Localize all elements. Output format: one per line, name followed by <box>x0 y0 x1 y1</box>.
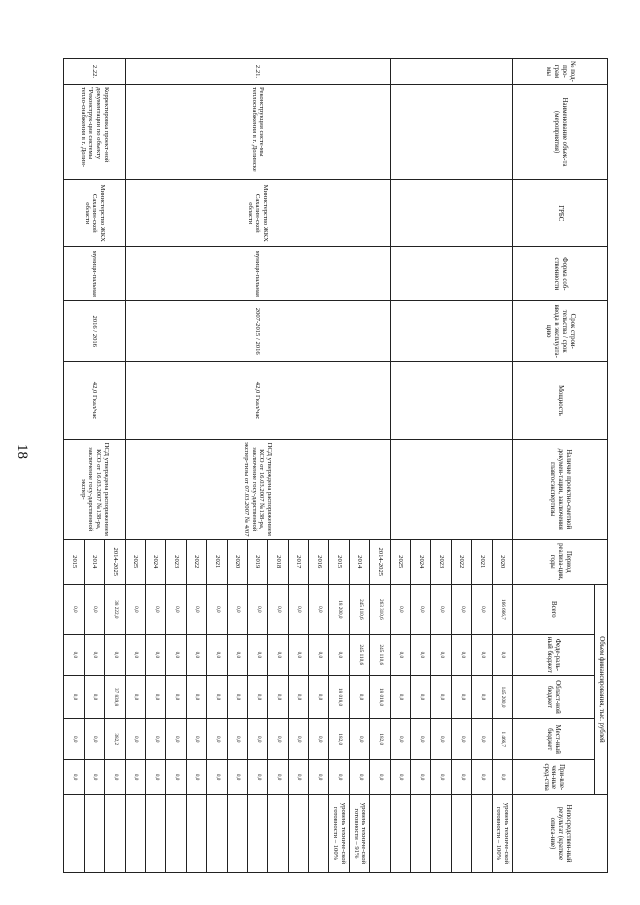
reg-cell: 0,0 <box>186 675 206 718</box>
year-cell: 2015 <box>329 539 349 584</box>
loc-cell: 0,0 <box>84 719 104 760</box>
fed-cell: 0,0 <box>125 634 145 675</box>
total-cell: 0,0 <box>145 584 165 634</box>
oth-cell: 0,0 <box>349 760 369 795</box>
object-grbs: Министерство ЖКХ Сахалин-ской области <box>125 180 390 247</box>
total-cell: 0,0 <box>227 584 247 634</box>
oth-cell: 0,0 <box>268 760 288 795</box>
loc-cell: 0,0 <box>288 719 308 760</box>
object-name: Реконструкция систе-мы теплоснабжения в г. Долинске <box>125 84 390 179</box>
oth-cell: 0,0 <box>64 760 84 795</box>
header-funding: Объем финансирования, тыс. рублей <box>595 584 608 794</box>
reg-cell: 0,0 <box>411 675 431 718</box>
year-cell: 2019 <box>247 539 267 584</box>
result-cell <box>309 794 329 872</box>
total-cell: 38 222,0 <box>105 584 125 634</box>
fed-cell: 0,0 <box>268 634 288 675</box>
fed-cell: 0,0 <box>309 634 329 675</box>
total-cell: 0,0 <box>247 584 267 634</box>
result-cell <box>84 794 104 872</box>
oth-cell: 0,0 <box>492 760 512 795</box>
fed-cell: 0,0 <box>492 634 512 675</box>
total-cell: 0,0 <box>288 584 308 634</box>
reg-cell: 0,0 <box>227 675 247 718</box>
total-cell: 0,0 <box>64 584 84 634</box>
header-result: Непосредствен-ный результат (краткое описа-ние) <box>513 794 608 872</box>
reg-cell: 0,0 <box>288 675 308 718</box>
object-docs: ПСД утверждена распоряжением КСО от 16.03.2007 №138-ра, заключение госу-дарственной экспер- <box>64 439 125 539</box>
result-cell <box>105 794 125 872</box>
year-cell: 2025 <box>390 539 410 584</box>
result-cell: уровень техниче-ской готовности – 100% <box>329 794 349 872</box>
result-cell <box>227 794 247 872</box>
object-capacity: 42,0 Гкал/час <box>125 362 390 440</box>
total-cell: 0,0 <box>451 584 471 634</box>
fed-cell: 0,0 <box>64 634 84 675</box>
header-total: Всего <box>513 584 595 634</box>
total-cell: 0,0 <box>390 584 410 634</box>
object-number: 2.21. <box>125 59 390 85</box>
total-cell: 263 310,6 <box>370 584 390 634</box>
oth-cell: 0,0 <box>309 760 329 795</box>
oth-cell: 0,0 <box>431 760 451 795</box>
total-cell: 0,0 <box>431 584 451 634</box>
year-cell: 2024 <box>145 539 165 584</box>
object-name: Корректировка проект-ной документации по объекту "Реконструк-ция системы тепло-снабжения в г. Долин- <box>64 84 125 179</box>
reg-cell: 0,0 <box>247 675 267 718</box>
loc-cell: 0,0 <box>268 719 288 760</box>
oth-cell: 0,0 <box>84 760 104 795</box>
oth-cell: 0,0 <box>472 760 492 795</box>
total-cell: 0,0 <box>309 584 329 634</box>
table-body <box>64 59 513 873</box>
fed-cell: 0,0 <box>247 634 267 675</box>
fed-cell: 0,0 <box>227 634 247 675</box>
year-cell: 2014 <box>349 539 369 584</box>
financing-table <box>63 58 608 873</box>
reg-cell: 37 839,8 <box>105 675 125 718</box>
loc-cell: 0,0 <box>390 719 410 760</box>
reg-cell: 0,0 <box>84 675 104 718</box>
header-federal: Феде-раль-ный бюджет <box>513 634 595 675</box>
reg-cell: 0,0 <box>472 675 492 718</box>
oth-cell: 0,0 <box>451 760 471 795</box>
reg-cell: 18 018,0 <box>329 675 349 718</box>
total-cell: 0,0 <box>125 584 145 634</box>
year-cell: 2021 <box>472 539 492 584</box>
reg-cell: 0,0 <box>145 675 165 718</box>
loc-cell: 1 466,7 <box>492 719 512 760</box>
loc-cell: 182,0 <box>370 719 390 760</box>
result-cell <box>247 794 267 872</box>
fed-cell: 0,0 <box>84 634 104 675</box>
fed-cell: 0,0 <box>207 634 227 675</box>
fed-cell: 0,0 <box>166 634 186 675</box>
total-cell: 0,0 <box>186 584 206 634</box>
total-cell: 166 666,7 <box>492 584 512 634</box>
result-cell: уровень техниче-ской готовности – 91% <box>349 794 369 872</box>
result-cell <box>472 794 492 872</box>
object-period: 2016 / 2016 <box>64 301 125 362</box>
reg-cell: 0,0 <box>431 675 451 718</box>
loc-cell: 382,2 <box>105 719 125 760</box>
fed-cell: 0,0 <box>472 634 492 675</box>
year-cell: 2025 <box>125 539 145 584</box>
empty-cell-num <box>390 59 512 85</box>
object-ownership: муници-пальная <box>125 247 390 301</box>
result-cell <box>288 794 308 872</box>
oth-cell: 0,0 <box>247 760 267 795</box>
loc-cell: 0,0 <box>451 719 471 760</box>
result-cell <box>370 794 390 872</box>
fed-cell: 0,0 <box>411 634 431 675</box>
year-cell: 2015 <box>64 539 84 584</box>
header-grbs: ГРБС <box>513 180 608 247</box>
object-docs: ПСД утверждена распоряжением КСО от 16.03.2007 №138-ра, заключение госу-дарственной экспер-тизы от 07.03.2007 № 4/07 <box>125 439 390 539</box>
header-regional: Област-ной бюджет <box>513 675 595 718</box>
loc-cell: 0,0 <box>207 719 227 760</box>
result-cell <box>166 794 186 872</box>
year-cell: 2022 <box>451 539 471 584</box>
empty-cell-grbs <box>390 180 512 247</box>
total-cell: 18 200,0 <box>329 584 349 634</box>
reg-cell: 0,0 <box>451 675 471 718</box>
oth-cell: 0,0 <box>329 760 349 795</box>
reg-cell: 0,0 <box>309 675 329 718</box>
year-cell: 2023 <box>166 539 186 584</box>
oth-cell: 0,0 <box>145 760 165 795</box>
oth-cell: 0,0 <box>125 760 145 795</box>
loc-cell: 0,0 <box>472 719 492 760</box>
loc-cell: 0,0 <box>186 719 206 760</box>
oth-cell: 0,0 <box>105 760 125 795</box>
fed-cell: 0,0 <box>186 634 206 675</box>
reg-cell: 0,0 <box>125 675 145 718</box>
object-period: 2007-2015 / 2016 <box>125 301 390 362</box>
oth-cell: 0,0 <box>186 760 206 795</box>
total-cell: 0,0 <box>166 584 186 634</box>
total-cell: 0,0 <box>268 584 288 634</box>
total-cell: 0,0 <box>207 584 227 634</box>
year-cell: 2017 <box>288 539 308 584</box>
oth-cell: 0,0 <box>411 760 431 795</box>
year-cell: 2021 <box>207 539 227 584</box>
object-grbs: Министерство ЖКХ Сахалин-ской области <box>64 180 125 247</box>
result-cell <box>411 794 431 872</box>
oth-cell: 0,0 <box>207 760 227 795</box>
result-cell: уровень техниче-ской готовности – 100% <box>492 794 512 872</box>
reg-cell: 0,0 <box>349 675 369 718</box>
result-cell <box>431 794 451 872</box>
header-num: № под-про-грам мы <box>513 59 608 85</box>
oth-cell: 0,0 <box>166 760 186 795</box>
loc-cell: 182,0 <box>329 719 349 760</box>
year-cell: 2014-2025 <box>370 539 390 584</box>
loc-cell: 0,0 <box>411 719 431 760</box>
total-cell: 0,0 <box>411 584 431 634</box>
oth-cell: 0,0 <box>288 760 308 795</box>
fed-cell: 0,0 <box>451 634 471 675</box>
header-docs: Наличие проектно-сметной докумен-тации, заключения главгосэкспертизы <box>513 439 608 539</box>
reg-cell: 0,0 <box>64 675 84 718</box>
fed-cell: 0,0 <box>329 634 349 675</box>
fed-cell: 245 110,6 <box>349 634 369 675</box>
loc-cell: 0,0 <box>145 719 165 760</box>
reg-cell: 18 018,0 <box>370 675 390 718</box>
loc-cell: 0,0 <box>247 719 267 760</box>
result-cell <box>186 794 206 872</box>
empty-cell-period <box>390 301 512 362</box>
empty-cell-capacity <box>390 362 512 440</box>
reg-cell: 0,0 <box>207 675 227 718</box>
header-ownership: Форма соб-ственности <box>513 247 608 301</box>
year-cell: 2023 <box>431 539 451 584</box>
loc-cell: 0,0 <box>125 719 145 760</box>
header-other: При-вле-чен-ные сред-ства <box>513 760 595 795</box>
total-cell: 245 110,6 <box>349 584 369 634</box>
oth-cell: 0,0 <box>370 760 390 795</box>
total-cell: 0,0 <box>472 584 492 634</box>
loc-cell: 0,0 <box>64 719 84 760</box>
reg-cell: 145 200,0 <box>492 675 512 718</box>
loc-cell: 0,0 <box>349 719 369 760</box>
page-number: 18 <box>14 444 30 459</box>
year-cell: 2016 <box>309 539 329 584</box>
result-cell <box>145 794 165 872</box>
loc-cell: 0,0 <box>227 719 247 760</box>
result-cell <box>207 794 227 872</box>
loc-cell: 0,0 <box>309 719 329 760</box>
result-cell <box>390 794 410 872</box>
loc-cell: 0,0 <box>431 719 451 760</box>
header-period-impl: Период реализа-ции, годы <box>513 539 608 584</box>
header-name: Наименование объек-та (мероприятия) <box>513 84 608 179</box>
fed-cell: 0,0 <box>390 634 410 675</box>
fed-cell: 0,0 <box>288 634 308 675</box>
fed-cell: 0,0 <box>431 634 451 675</box>
fed-cell: 0,0 <box>145 634 165 675</box>
oth-cell: 0,0 <box>227 760 247 795</box>
reg-cell: 0,0 <box>166 675 186 718</box>
empty-cell-name <box>390 84 512 179</box>
header-period-build: Срок строи-тельства / срок ввода в эксплуата-цию <box>513 301 608 362</box>
year-cell: 2014 <box>84 539 104 584</box>
fed-cell: 245 110,6 <box>370 634 390 675</box>
result-cell <box>125 794 145 872</box>
oth-cell: 0,0 <box>390 760 410 795</box>
result-cell <box>451 794 471 872</box>
year-cell: 2020 <box>227 539 247 584</box>
header-capacity: Мощность <box>513 362 608 440</box>
year-cell: 2014-2025 <box>105 539 125 584</box>
empty-cell-ownership <box>390 247 512 301</box>
total-cell: 0,0 <box>84 584 104 634</box>
object-ownership: муници-пальная <box>64 247 125 301</box>
reg-cell: 0,0 <box>268 675 288 718</box>
empty-cell-docs <box>390 439 512 539</box>
fed-cell: 0,0 <box>105 634 125 675</box>
object-number: 2.22. <box>64 59 125 85</box>
header-local: Мест-ный бюджет <box>513 719 595 760</box>
table-row <box>492 59 512 873</box>
result-cell <box>268 794 288 872</box>
year-cell: 2024 <box>411 539 431 584</box>
year-cell: 2022 <box>186 539 206 584</box>
table-row <box>370 59 390 873</box>
loc-cell: 0,0 <box>166 719 186 760</box>
year-cell: 2018 <box>268 539 288 584</box>
table-row <box>105 59 125 873</box>
year-cell: 2020 <box>492 539 512 584</box>
reg-cell: 0,0 <box>390 675 410 718</box>
result-cell <box>64 794 84 872</box>
object-capacity: 42,0 Гкал/час <box>64 362 125 440</box>
